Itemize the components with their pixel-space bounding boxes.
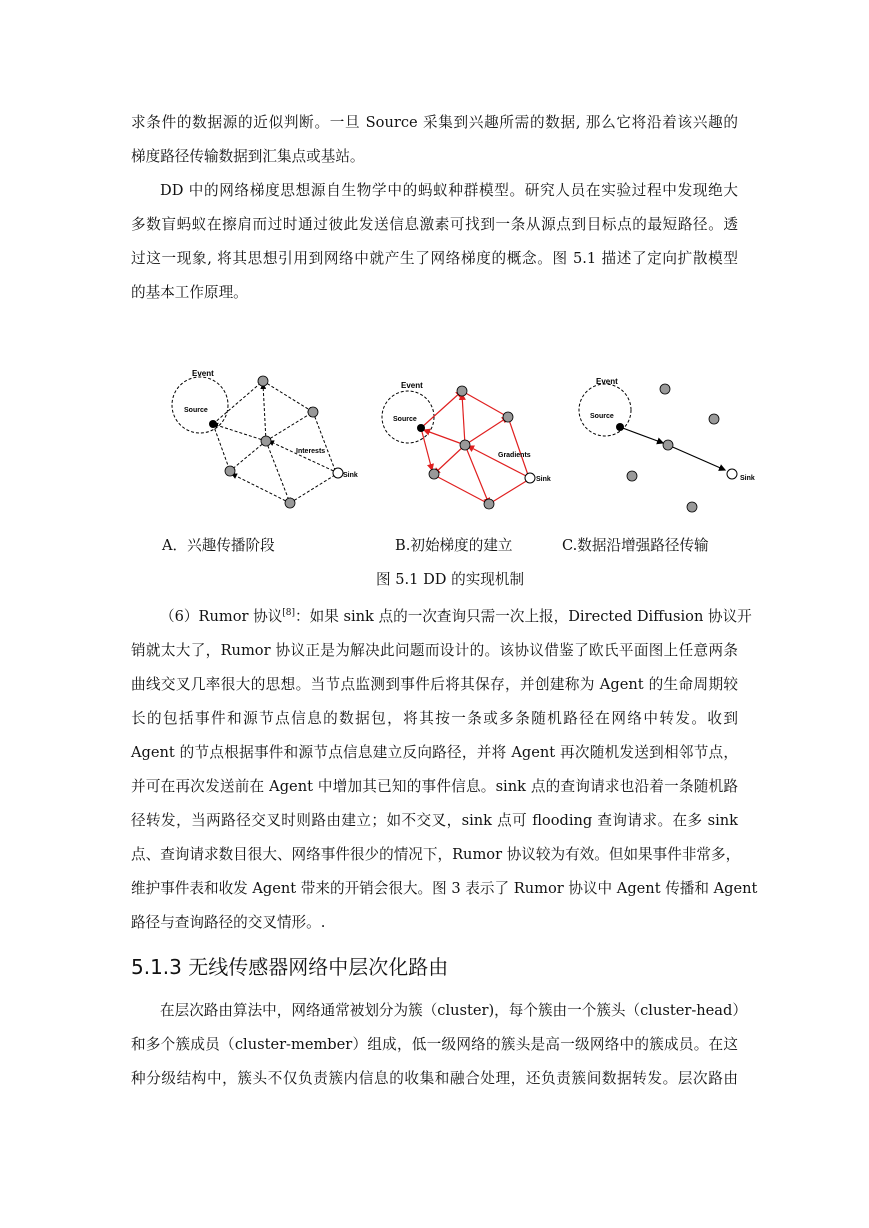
text-line: 并可在再次发送前在 Agent 中增加其已知的事件信息。sink 点的查询请求也沿着一条随机路 xyxy=(131,777,738,795)
source-label: Source xyxy=(393,416,417,423)
text-line: 曲线交叉几率很大的思想。当节点监测到事件后将其保存，并创建称为 Agent 的生命周期较 xyxy=(131,675,738,693)
text-line: 长的包括事件和源节点信息的数据包，将其按一条或多条随机路径在网络中转发。收到 xyxy=(131,709,738,727)
paragraph-4 xyxy=(131,994,747,1096)
text-line: 多数盲蚂蚁在擦肩而过时通过彼此发送信息激素可找到一条从源点到目标点的最短路径。透 xyxy=(131,216,738,233)
sink-node xyxy=(727,469,737,479)
rumor-prefix: （6）Rumor 协议 xyxy=(160,607,283,625)
text-line: 径转发，当两路径交叉时则路由建立；如不交叉，sink 点可 flooding 查询请求。在多 sink xyxy=(131,811,738,829)
caption-b: B.初始梯度的建立 xyxy=(395,537,513,554)
panel-c-diagram xyxy=(579,377,755,512)
text-line: 路径与查询路径的交叉情形。. xyxy=(131,913,326,931)
text-line: 和多个簇成员（cluster-member）组成，低一级网络的簇头是高一级网络中的簇成员。在这 xyxy=(131,1036,738,1053)
text-line: 维护事件表和收发 Agent 带来的开销会很大。图 3 表示了 Rumor 协议中 Agent 传播和 Agent xyxy=(131,879,758,897)
panel-a-diagram xyxy=(172,369,358,508)
panel-b-diagram xyxy=(382,381,551,509)
text-line: 在层次路由算法中，网络通常被划分为簇（cluster)，每个簇由一个簇头（cluster-head） xyxy=(160,1002,747,1019)
gradients-label: Gradients xyxy=(498,452,531,459)
citation[interactable]: [8] xyxy=(282,608,296,618)
text-line: 梯度路径传输数据到汇集点或基站。 xyxy=(131,148,365,165)
event-label: Event xyxy=(596,377,618,386)
caption-c: C.数据沿增强路径传输 xyxy=(562,537,709,554)
text-line: DD 中的网络梯度思想源自生物学中的蚂蚁种群模型。研究人员在实验过程中发现绝大 xyxy=(160,182,738,199)
rumor-suffix: ：如果 sink 点的一次查询只需一次上报，Directed Diffusion 协议开 xyxy=(295,607,752,625)
dd-mechanism-figure xyxy=(160,360,760,520)
event-label: Event xyxy=(401,381,423,390)
text-line xyxy=(131,596,752,634)
interests-label: Interests xyxy=(296,448,326,455)
figure-title: 图 5.1 DD 的实现机制 xyxy=(376,571,525,588)
source-label: Source xyxy=(590,413,614,420)
event-label: Event xyxy=(192,369,214,378)
paragraph-1 xyxy=(131,106,738,174)
text-line: 的基本工作原理。 xyxy=(131,284,248,301)
text-line: 种分级结构中，簇头不仅负责簇内信息的收集和融合处理，还负责簇间数据转发。层次路由 xyxy=(131,1070,738,1087)
sink-label: Sink xyxy=(536,476,551,483)
text-line: 销就太大了，Rumor 协议正是为解决此问题而设计的。该协议借鉴了欧氏平面图上任意两条 xyxy=(131,641,738,659)
text-line: 求条件的数据源的近似判断。一旦 Source 采集到兴趣所需的数据, 那么它将沿着该兴趣的 xyxy=(131,114,738,131)
source-node xyxy=(616,423,624,431)
source-label: Source xyxy=(184,407,208,414)
sink-label: Sink xyxy=(343,472,358,479)
text-line: 点、查询请求数目很大、网络事件很少的情况下，Rumor 协议较为有效。但如果事件非常多， xyxy=(131,845,741,863)
source-node xyxy=(417,424,425,432)
sink-node xyxy=(525,473,535,483)
text-line: 过这一现象, 将其思想引用到网络中就产生了网络梯度的概念。图 5.1 描述了定向扩散模型 xyxy=(131,250,738,267)
source-node xyxy=(209,420,217,428)
sink-label: Sink xyxy=(740,475,755,482)
event-region xyxy=(172,377,228,433)
caption-a: A．兴趣传播阶段 xyxy=(162,537,275,554)
section-heading: 5.1.3 无线传感器网络中层次化路由 xyxy=(131,955,449,979)
paragraph-3 xyxy=(131,596,758,940)
paragraph-2 xyxy=(131,174,738,310)
sink-node xyxy=(333,468,343,478)
text-line: Agent 的节点根据事件和源节点信息建立反向路径，并将 Agent 再次随机发送到相邻节点， xyxy=(131,743,738,761)
